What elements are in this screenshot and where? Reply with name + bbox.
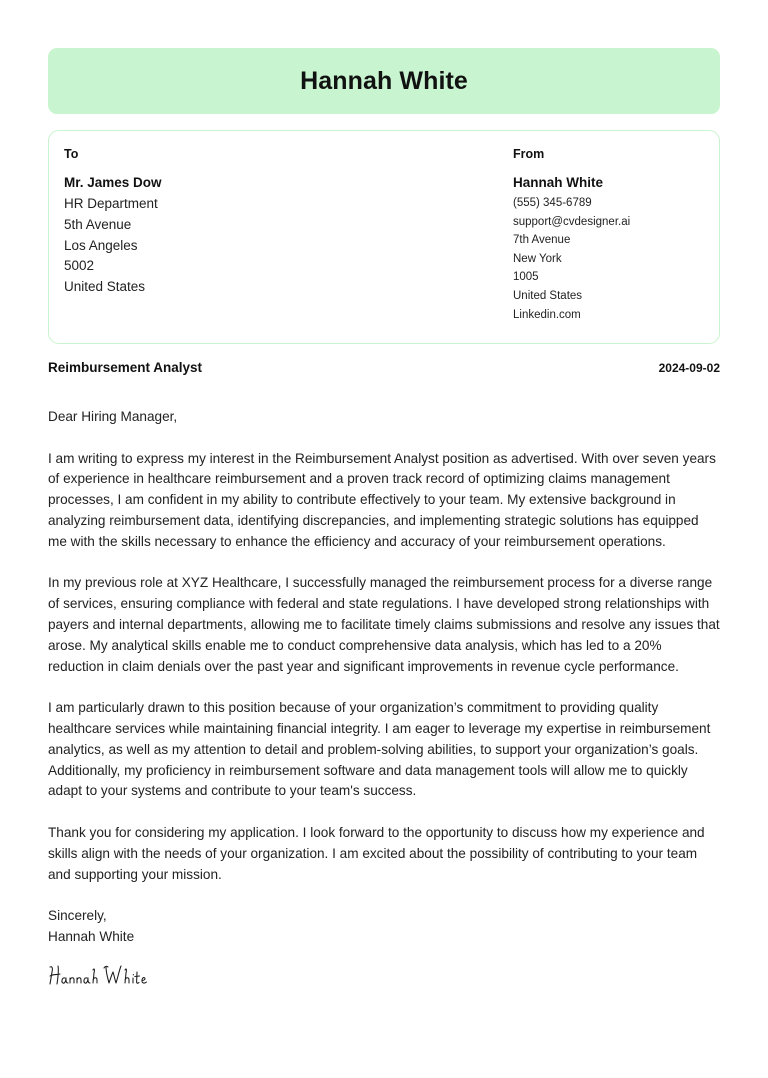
sender-city: New York (513, 252, 562, 265)
handwritten-signature (48, 962, 720, 990)
position-title: Reimbursement Analyst (48, 360, 203, 375)
recipient-postal-code: 5002 (64, 258, 95, 274)
letter-meta (48, 360, 720, 375)
letter-date: 2024-09-02 (658, 361, 720, 375)
closing-block (48, 906, 720, 948)
body-paragraph-2: In my previous role at XYZ Healthcare, I successfully managed the reimbursement process for a diverse range of services, ensuring compliance with federal and state regulations. I have developed strong relationships with payers and internal departments, allowing me to facilitate timely claims submissions and resolve any issues that arose. My analytical skills enable me to conduct comprehensive data analysis, which has led to a 20% reduction in claim denials over the past year and significant improvements in revenue cycle performance. (48, 575, 720, 674)
sender-postal-code: 1005 (513, 271, 539, 284)
sender-name: Hannah White (513, 175, 603, 190)
cover-letter (48, 48, 720, 990)
letter-body (48, 407, 720, 990)
sender-country: United States (513, 289, 583, 302)
sender-phone: (555) 345-6789 (513, 197, 592, 209)
address-box (48, 130, 720, 344)
closing-phrase: Sincerely, (48, 908, 107, 924)
sender-heading: From (513, 147, 545, 161)
applicant-name: Hannah White (300, 66, 468, 95)
recipient-city: Los Angeles (64, 237, 138, 253)
recipient-block (64, 147, 162, 298)
name-banner (48, 48, 720, 114)
salutation: Dear Hiring Manager, (48, 409, 178, 424)
closing-name: Hannah White (48, 928, 135, 944)
signature-image (48, 962, 158, 990)
recipient-name: Mr. James Dow (64, 175, 162, 190)
sender-linkedin: Linkedin.com (513, 308, 581, 321)
sender-email: support@cvdesigner.ai (513, 215, 631, 228)
sender-street: 7th Avenue (513, 234, 571, 247)
recipient-street: 5th Avenue (64, 216, 132, 232)
recipient-heading: To (64, 147, 79, 161)
recipient-country: United States (64, 279, 146, 295)
recipient-department: HR Department (64, 196, 158, 211)
body-paragraph-3: I am particularly drawn to this position because of your organization’s commitment to providing quality healthcare services while maintaining financial integrity. I am eager to leverage my expertise in reimbursement analytics, as well as my attention to detail and problem-solving abilities, to support your organization’s goals. Additionally, my proficiency in reimbursement software and data management tools will allow me to quickly adapt to your systems and contribute to your team's success. (48, 700, 711, 799)
sender-block (513, 147, 630, 324)
body-paragraph-1: I am writing to express my interest in the Reimbursement Analyst position as advertised. With over seven years of experience in healthcare reimbursement and a proven track record of optimizing claims management processes, I am confident in my ability to contribute effectively to your team. My extensive background in analyzing reimbursement data, identifying discrepancies, and implementing strategic solutions has equipped me with the skills necessary to enhance the efficiency and accuracy of your reimbursement operations. (48, 450, 716, 549)
body-paragraph-4: Thank you for considering my application. I look forward to the opportunity to discuss how my experience and skills align with the needs of your organization. I am excited about the possibility of contributing to your team and supporting your mission. (48, 824, 705, 882)
